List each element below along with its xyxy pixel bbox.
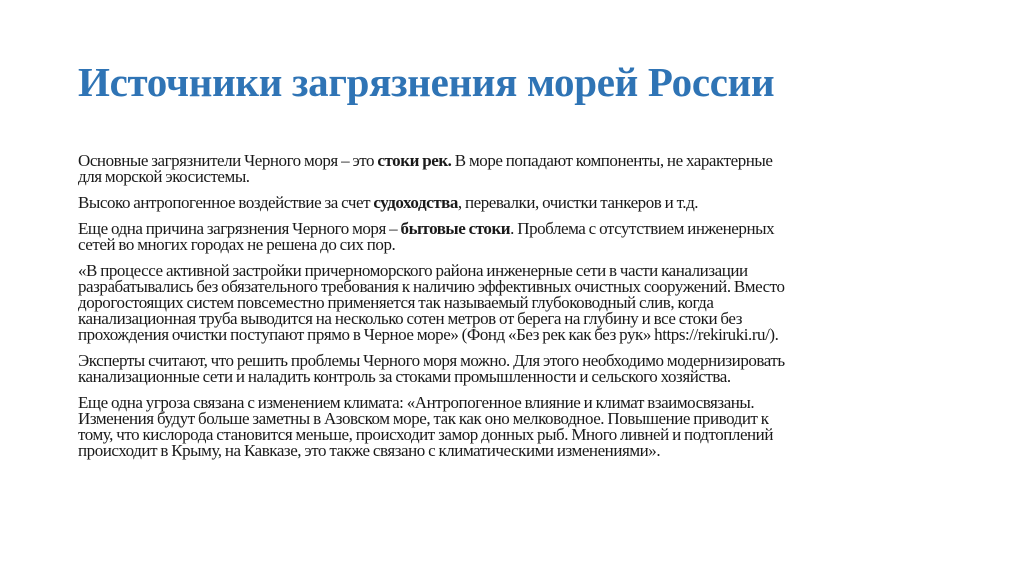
paragraph [78, 263, 948, 343]
paragraph [78, 153, 948, 185]
slide-body [78, 153, 948, 469]
text-segment: Высоко антропогенное воздействие за счет [78, 193, 374, 212]
text-segment: , перевалки, очистки танкеров и т.д. [457, 193, 699, 212]
paragraph [78, 353, 948, 385]
text-line [78, 369, 948, 385]
text-segment: «В процессе активной застройки причерноморского района инженерные сети в части канализации [78, 261, 748, 280]
text-segment: Еще одна причина загрязнения Черного моря – [78, 219, 401, 238]
text-segment: прохождения очистки поступают прямо в Черное море» (Фонд «Без рек как без рук» https://rekiruki.ru/). [78, 325, 779, 344]
text-segment: канализационные сети и наладить контроль за стоками промышленности и сельского хозяйства. [78, 367, 731, 386]
text-line [78, 195, 948, 211]
bold-text: бытовые стоки [400, 219, 511, 238]
text-line [78, 327, 948, 343]
text-segment: разрабатывались без обязательного требования к наличию эффективных очистных сооружений. Вместо [78, 277, 785, 296]
text-segment: дорогостоящих систем повсеместно применяется так называемый глубоководный слив, когда [78, 293, 714, 312]
text-segment: Основные загрязнители Черного моря – это [78, 151, 378, 170]
text-segment: Еще одна угроза связана с изменением климата: «Антропогенное влияние и климат взаимосвязаны. [78, 393, 755, 412]
paragraph [78, 195, 948, 211]
text-segment: канализационная труба выводится на несколько сотен метров от берега на глубину и все стоки без [78, 309, 742, 328]
bold-text: судоходства [373, 193, 458, 212]
text-line [78, 169, 948, 185]
paragraph [78, 395, 948, 459]
text-segment: В море попадают компоненты, не характерные [451, 151, 773, 170]
text-segment: для морской экосистемы. [78, 167, 250, 186]
bold-text: стоки рек. [377, 151, 452, 170]
text-segment: сетей во многих городах не решена до сих пор. [78, 235, 396, 254]
paragraph [78, 221, 948, 253]
text-segment: Изменения будут больше заметны в Азовском море, так как оно мелководное. Повышение приводит к [78, 409, 769, 428]
text-line [78, 237, 948, 253]
text-segment: происходит в Крыму, на Кавказе, это также связано с климатическими изменениями». [78, 441, 661, 460]
text-segment: тому, что кислорода становится меньше, происходит замор донных рыб. Много ливней и подтоплений [78, 425, 773, 444]
text-segment: Эксперты считают, что решить проблемы Черного моря можно. Для этого необходимо модернизировать [78, 351, 785, 370]
text-line [78, 443, 948, 459]
text-segment: . Проблема с отсутствием инженерных [510, 219, 775, 238]
slide-title: Источники загрязнения морей России [78, 59, 775, 105]
